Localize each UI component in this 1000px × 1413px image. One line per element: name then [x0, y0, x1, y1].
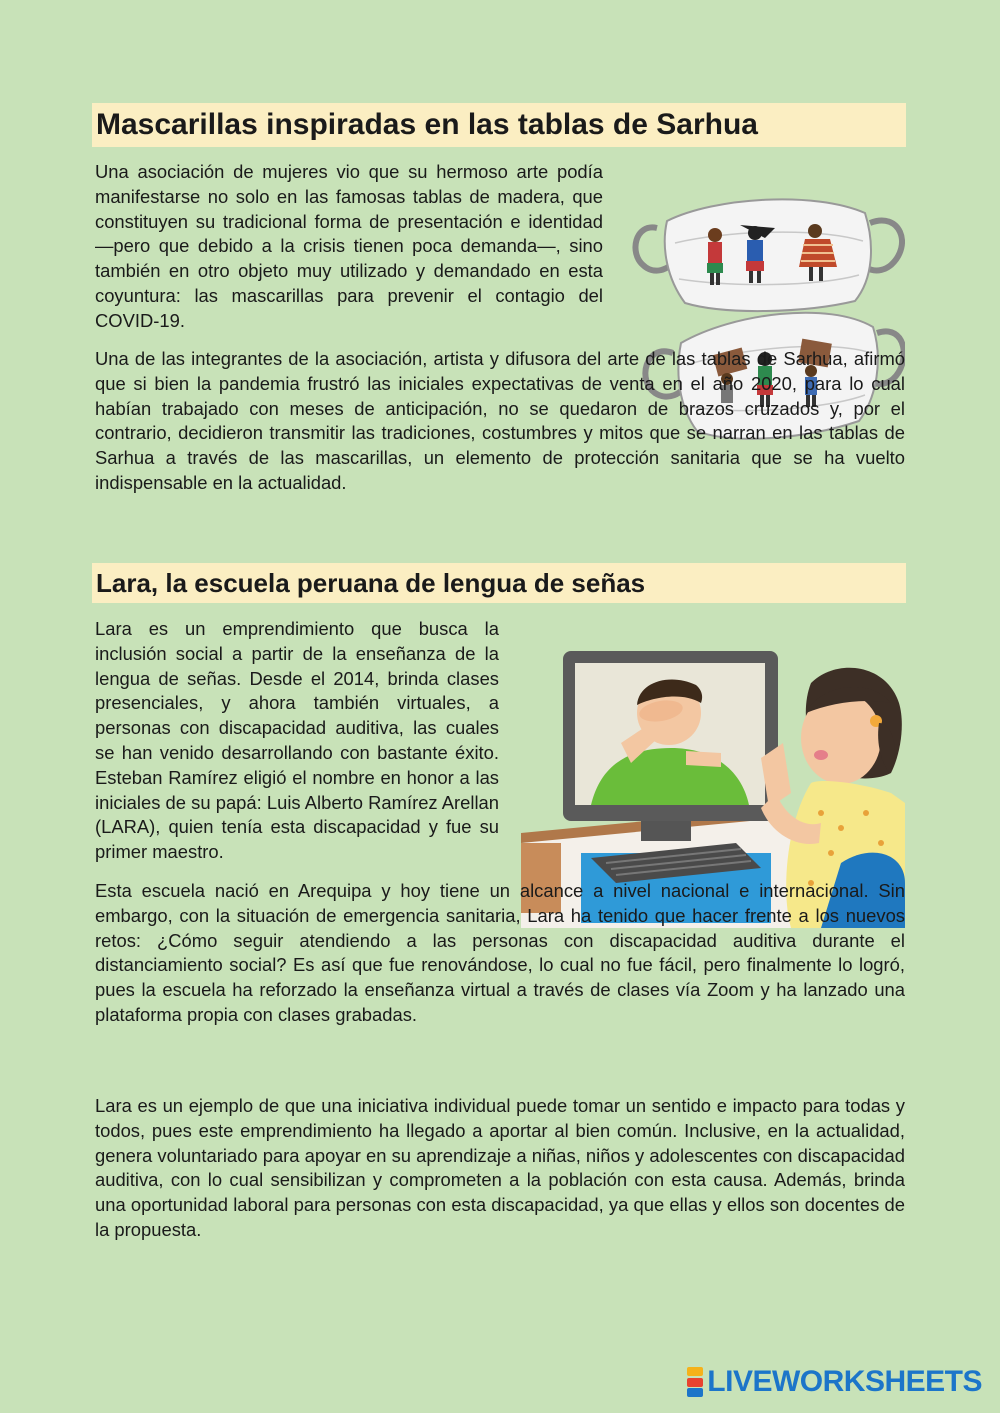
paragraph-sarhua-2: Una de las integrantes de la asociación, artista y difusora del arte de las tablas de Sarhua, afirmó que si bien la pandemia frustró las iniciales expectativas de venta en el año 2020, para lo cual habían trabajado con meses de anticipación, no se quedaron de brazos cruzados y, por el contrario, decidieron transmitir las tradiciones, costumbres y mitos que se narran en las tablas de Sarhua a través de las mascarillas, un elemento de protección sanitaria que se ha vuelto indispensable en la actualidad. [95, 348, 905, 493]
heading-lara: Lara, la escuela peruana de lengua de señas [92, 563, 906, 603]
paragraph-sarhua-1-text: Una asociación de mujeres vio que su hermoso arte podía manifestarse no solo en las famosas tablas de madera, que constituyen su tradicional forma de presentación e identidad —pero que debido a la crisis tienen poca demanda—, sino también en otro objeto muy utilizado y demandado en esta coyuntura: las mascarillas para prevenir el contagio del COVID-19. [95, 161, 603, 331]
paragraph-lara-1-text: Lara es un emprendimiento que busca la inclusión social a partir de la enseñanza de la lengua de señas. Desde el 2014, brinda clases presenciales, y ahora también virtuales, a personas con discapacidad auditiva, las cuales se han venido desarrollando con bastante éxito. Esteban Ramírez eligió el nombre en honor a las iniciales de su papá: Luis Alberto Ramírez Arellan (LARA), quien tenía esta discapacidad y fue su primer maestro. [95, 618, 499, 863]
heading-sarhua: Mascarillas inspiradas en las tablas de Sarhua [92, 103, 906, 147]
liveworksheets-logo [687, 1365, 982, 1399]
paragraph-lara-3: Lara es un ejemplo de que una iniciativa individual puede tomar un sentido e impacto para todas y todos, pues este emprendimiento ha llegado a aportar al bien común. Inclusive, en la actualidad, genera voluntariado para apoyar en su aprendizaje a niñas, niños y adolescentes con discapacidad auditiva, con lo cual sensibilizan y comprometen a la población con esta causa. Además, brinda una oportunidad laboral para personas con esta discapacidad, ya que ellas y ellos son docentes de la propuesta. [95, 1095, 905, 1240]
logo-icon [687, 1367, 703, 1397]
logo-text: LIVEWORKSHEETS [707, 1365, 982, 1398]
paragraph-lara-2: Esta escuela nació en Arequipa y hoy tiene un alcance a nivel nacional e internacional. Sin embargo, con la situación de emergencia sanitaria, Lara ha tenido que hacer frente a los nuevos retos: ¿Cómo seguir atendiendo a las personas con discapacidad auditiva durante el distanciamiento social? Es así que fue renovándose, lo cual no fue fácil, pero finalmente lo logró, pues la escuela ha reforzado la enseñanza virtual a través de clases vía Zoom y ha lanzado una plataforma propia con clases grabadas. [95, 880, 905, 1025]
